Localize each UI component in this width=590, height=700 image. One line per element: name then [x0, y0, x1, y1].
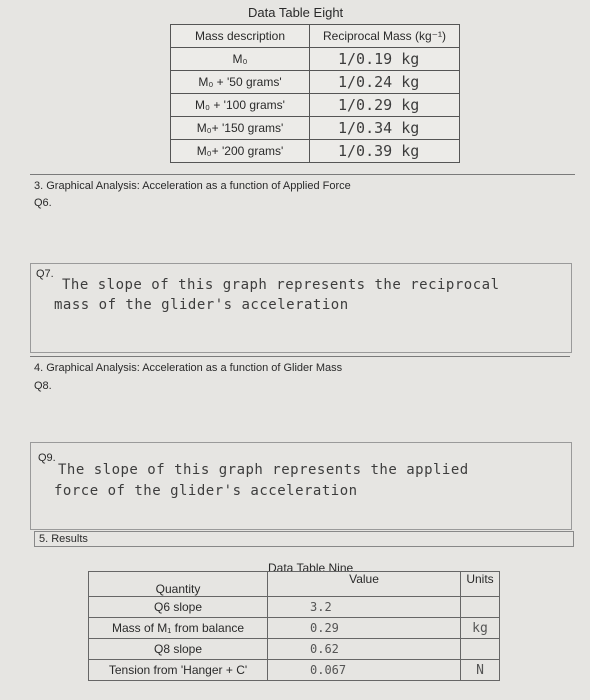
table-header-row [171, 25, 460, 48]
mass-description-cell: M₀+ '200 grams' [171, 140, 310, 163]
reciprocal-mass-cell: 1/0.29 kg [310, 94, 460, 117]
table-row [89, 618, 500, 639]
units-cell [461, 639, 500, 660]
column-header: Units [461, 572, 500, 597]
table-row [89, 639, 500, 660]
column-header: Mass description [171, 25, 310, 48]
reciprocal-mass-cell: 1/0.39 kg [310, 140, 460, 163]
reciprocal-mass-cell: 1/0.19 kg [310, 48, 460, 71]
results-header [34, 531, 574, 547]
quantity-cell: Q8 slope [89, 639, 268, 660]
table8-caption: Data Table Eight [248, 5, 344, 20]
reciprocal-mass-cell: 1/0.34 kg [310, 117, 460, 140]
mass-description-cell: M₀ + '50 grams' [171, 71, 310, 94]
quantity-cell: Tension from 'Hanger + C' [89, 660, 268, 681]
table-row [89, 597, 500, 618]
column-header: Quantity [89, 572, 268, 597]
value-cell: 0.067 [268, 660, 461, 681]
mass-description-cell: M₀+ '150 grams' [171, 117, 310, 140]
mass-description-cell: M₀ [171, 48, 310, 71]
table-row [171, 140, 460, 163]
q9-answer-line: force of the glider's acceleration [54, 483, 358, 499]
results-title: 5. Results [39, 533, 88, 545]
table-header-row [89, 572, 500, 597]
table-row [171, 71, 460, 94]
units-cell: kg [461, 618, 500, 639]
q7-answer-line: mass of the glider's acceleration [54, 297, 349, 313]
reciprocal-mass-cell: 1/0.24 kg [310, 71, 460, 94]
column-header: Reciprocal Mass (kg⁻¹) [310, 25, 460, 48]
data-table-nine [88, 571, 500, 681]
column-header: Value [268, 572, 461, 597]
q9-label: Q9. [38, 452, 56, 464]
mass-description-cell: M₀ + '100 grams' [171, 94, 310, 117]
value-cell: 0.62 [268, 639, 461, 660]
table-row [171, 94, 460, 117]
q7-answer-line: The slope of this graph represents the reciprocal [62, 277, 500, 293]
value-cell: 3.2 [268, 597, 461, 618]
quantity-cell: Q6 slope [89, 597, 268, 618]
table-row [89, 660, 500, 681]
divider [30, 174, 575, 175]
q7-label: Q7. [36, 268, 54, 280]
data-table-eight [170, 24, 460, 163]
table-row [171, 48, 460, 71]
quantity-cell: Mass of M₁ from balance [89, 618, 268, 639]
q8-label: Q8. [34, 380, 52, 392]
table-row [171, 117, 460, 140]
table9-caption: Data Table Nine [268, 561, 354, 575]
section4-title: 4. Graphical Analysis: Acceleration as a function of Glider Mass [34, 362, 343, 374]
section3-title: 3. Graphical Analysis: Acceleration as a function of Applied Force [34, 180, 351, 192]
units-cell: N [461, 660, 500, 681]
value-cell: 0.29 [268, 618, 461, 639]
units-cell [461, 597, 500, 618]
q6-label: Q6. [34, 197, 52, 209]
q9-answer-line: The slope of this graph represents the applied [58, 462, 469, 478]
divider [30, 356, 570, 357]
